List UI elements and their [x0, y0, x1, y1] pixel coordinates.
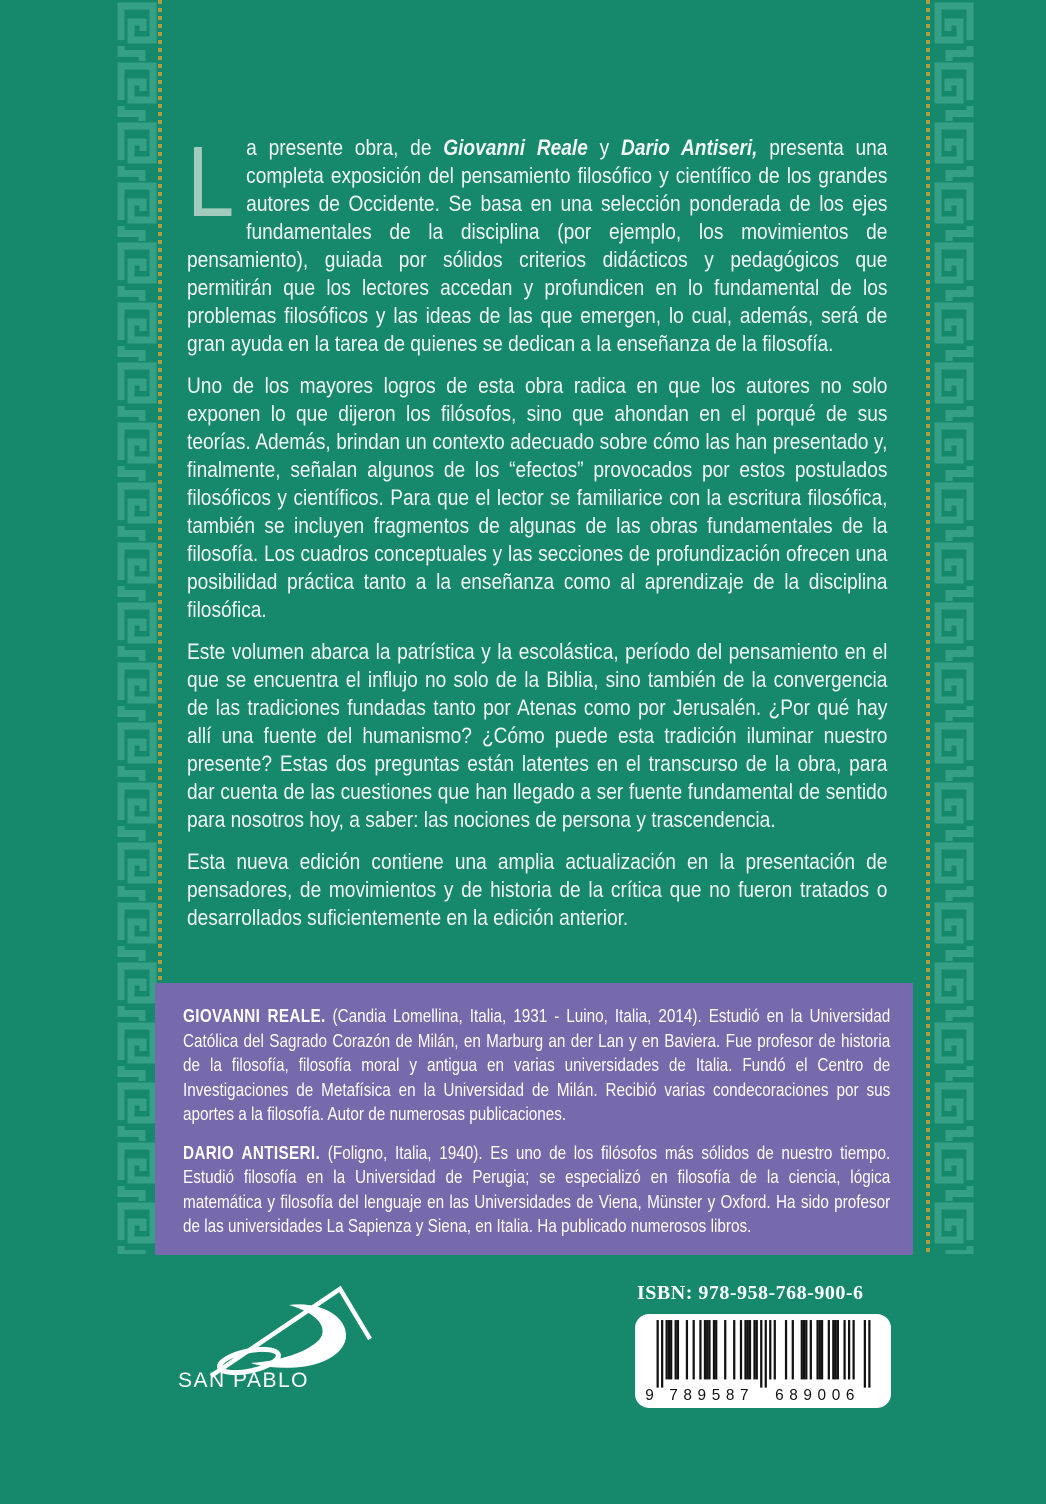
synopsis — [187, 126, 888, 946]
author-name-inline: Dario Antiseri, — [621, 135, 758, 160]
synopsis-paragraph-2: Uno de los mayores logros de esta obra radica en que los autores no solo exponen lo que dijeron los filósofos, sino que ahondan en el porqué de sus teorías. Además, brindan un contexto adecuado sobre cómo las han presentado y, finalmente, señalan algunos de los “efectos” provocados por estos postulados filosóficos y científicos. Para que el lector se familiarice con la escritura filosófica, también se incluyen fragmentos de algunas de las obras fundamentales de la filosofía. Los cuadros conceptuales y las secciones de profundización ofrecen una posibilidad práctica tanto a la enseñanza como al aprendizaje de la disciplina filosófica. — [187, 373, 888, 622]
san-pablo-logo-icon — [205, 1277, 385, 1381]
svg-text:689006: 689006 — [775, 1386, 861, 1404]
author-bio — [183, 1141, 890, 1239]
author-bio — [183, 1004, 890, 1127]
barcode — [635, 1314, 891, 1408]
synopsis-paragraph-3: Este volumen abarca la patrística y la escolástica, período del pensamiento en el que se encuentra el influjo no solo de la Biblia, sino también de la convergencia de las tradiciones fundadas tanto por Atenas como por Jerusalén. ¿Por qué hay allí una fuente del humanismo? ¿Cómo puede esta tradición iluminar nuestro presente? Estas dos preguntas están latentes en el transcurso de la obra, para dar cuenta de las cuestiones que han llegado a ser fuente fundamental de sentido para nosotros hoy, a saber: las nociones de persona y trascendencia. — [187, 639, 888, 832]
author-name: GIOVANNI REALE. — [183, 1006, 326, 1026]
author-name: DARIO ANTISERI. — [183, 1142, 321, 1163]
barcode-bars — [643, 1318, 883, 1404]
gold-dotted-rule-right — [926, 0, 930, 1254]
synopsis-text: a presente obra, de — [246, 135, 444, 160]
gold-dotted-rule-left — [158, 0, 162, 985]
synopsis-text: y — [587, 135, 622, 160]
synopsis-paragraph-4: Esta nueva edición contiene una amplia actualización en la presentación de pensadores, de movimientos y de historia de la crítica que no fueron tratados o desarrollados suficientemente en la edición anterior. — [187, 849, 888, 930]
author-bio-text: (Foligno, Italia, 1940). Es uno de los filósofos más sólidos de nuestro tiempo. Estudió filosofía en la Universidad de Perugia; se especializó en filosofía de la ciencia, lógica matemática y filosofía del lenguaje en las Universidades de Viena, Münster y Oxford. Ha sido profesor de las universidades La Sapienza y Siena, en Italia. Ha publicado numerosos libros. — [183, 1142, 891, 1236]
greek-key-border-left-icon — [109, 0, 157, 1254]
publisher-name: SAN PABLO — [178, 1369, 309, 1392]
svg-text:789587: 789587 — [669, 1386, 755, 1404]
authors-bio-panel — [155, 983, 913, 1255]
synopsis-paragraph-1 — [187, 126, 888, 358]
author-name-inline: Giovanni Reale — [443, 135, 588, 160]
svg-text:9: 9 — [645, 1386, 654, 1404]
greek-key-border-right-icon — [934, 0, 982, 1254]
isbn-label: ISBN: 978-958-768-900-6 — [637, 1282, 864, 1304]
synopsis-text: presenta una completa exposición del pensamiento filosófico y científico de los grandes autores de Occidente. Se basa en una selección ponderada de los ejes fundamentales de la disciplina (por ejemplo, los movimientos de pensamiento), guiada por sólidos criterios didácticos y pedagógicos que permitirán que los lectores accedan y profundicen en lo fundamental de los problemas filosóficos y las ideas de las que emergen, lo cual, además, será de gran ayuda en la tarea de quienes se dedican a la enseñanza de la filosofía. — [187, 135, 888, 356]
drop-cap: L — [187, 126, 235, 238]
author-bio-text: (Candia Lomellina, Italia, 1931 - Luino, Italia, 2014). Estudió en la Universidad Católica del Sagrado Corazón de Milán, en Marburg an der Lan y en Baviera. Fue profesor de historia de la filosofía, filosofía moral y antigua en varias universidades de Italia. Fundó el Centro de Investigaciones de Metafísica en la Universidad de Milán. Recibió varias condecoraciones por sus aportes a la filosofía. Autor de numerosas publicaciones. — [183, 1006, 891, 1124]
